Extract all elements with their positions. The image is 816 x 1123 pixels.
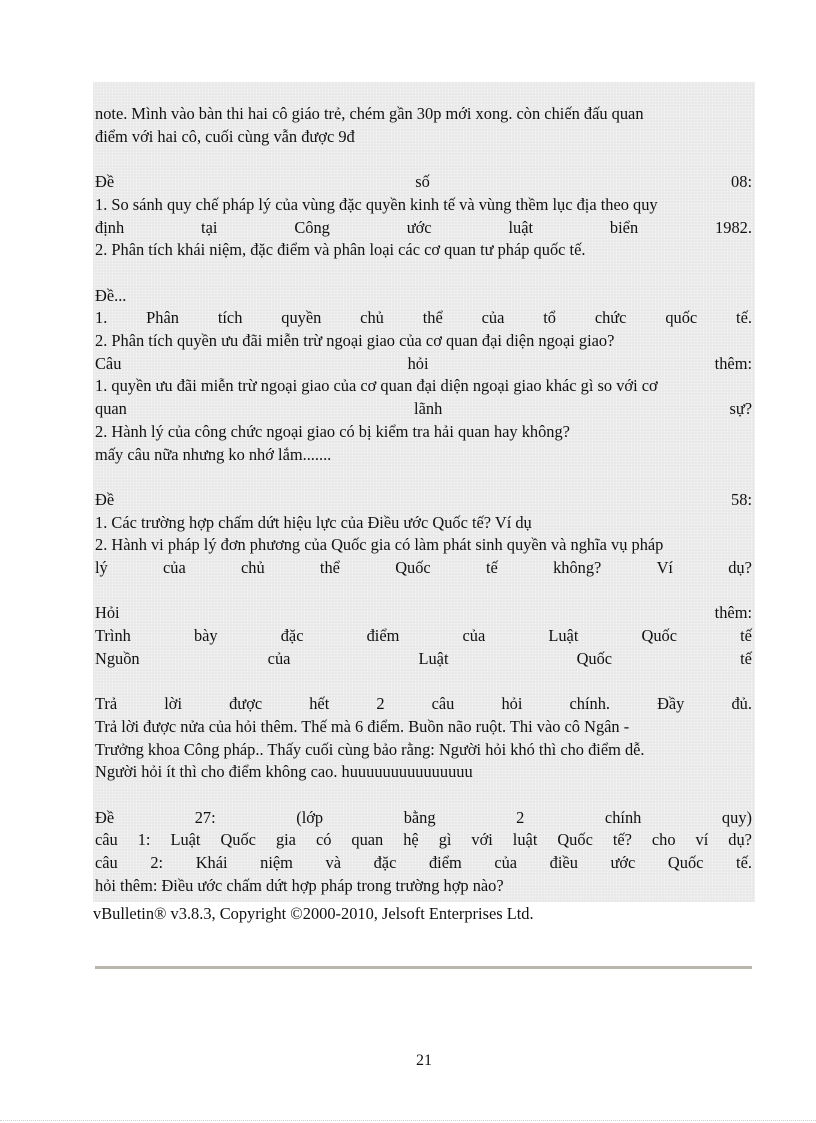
text-line: Người hỏi ít thì cho điểm không cao. huuuuuuuuuuuuuuu [95,762,473,782]
text-line: Trưởng khoa Công pháp.. Thấy cuối cùng bảo rằng: Người hỏi khó thì cho điểm dễ. [95,739,645,759]
question-line: hỏi thêm: Điều ước chấm dứt hợp pháp trong trường hợp nào? [95,875,504,895]
question-line: định tại Công ước luật biển 1982. [95,217,752,237]
text-line: Trả lời được nửa của hỏi thêm. Thế mà 6 điểm. Buồn não ruột. Thi vào cô Ngân - [95,716,630,736]
vbulletin-copyright: vBulletin® v3.8.3, Copyright ©2000-2010, Jelsoft Enterprises Ltd. [93,904,534,923]
extra-question-heading: Câu hỏi thêm: [95,353,752,373]
question-line: câu 2: Khái niệm và đặc điểm của điều ước Quốc tế. [95,853,752,873]
document-body [95,103,752,898]
text-line: Trả lời được hết 2 câu hỏi chính. Đầy đủ. [95,694,752,714]
question-line: 2. Phân tích khái niệm, đặc điểm và phân loại các cơ quan tư pháp quốc tế. [95,240,586,260]
question-line: câu 1: Luật Quốc gia có quan hệ gì với luật Quốc tế? cho ví dụ? [95,830,752,850]
text-line: điểm với hai cô, cuối cùng vẫn được 9đ [95,126,355,146]
question-line: 1. Phân tích quyền chủ thể của tổ chức quốc tế. [95,308,752,328]
question-line: 2. Hành lý của công chức ngoại giao có bị kiểm tra hải quan hay không? [95,421,570,441]
question-line: 1. quyền ưu đãi miễn trừ ngoại giao của cơ quan đại diện ngoại giao khác gì so với cơ [95,376,658,396]
horizontal-divider [95,966,752,969]
text-line: note. Mình vào bàn thi hai cô giáo trẻ, chém gần 30p mới xong. còn chiến đấu quan [95,104,644,123]
question-line: 1. So sánh quy chế pháp lý của vùng đặc quyền kinh tế và vùng thềm lục địa theo quy [95,194,658,214]
question-line: 2. Hành vi pháp lý đơn phương của Quốc gia có làm phát sinh quyền và nghĩa vụ pháp [95,535,664,555]
exam-heading-27: Đề 27: (lớp bằng 2 chính quy) [95,807,752,827]
question-line: 2. Phân tích quyền ưu đãi miễn trừ ngoại giao của cơ quan đại diện ngoại giao? [95,331,615,350]
page-number: 21 [416,1052,432,1069]
question-line: Nguồn của Luật Quốc tế [95,648,752,668]
question-line: quan lãnh sự? [95,399,752,419]
question-line: Trình bày đặc điểm của Luật Quốc tế [95,626,752,646]
question-line: lý của chủ thể Quốc tế không? Ví dụ? [95,558,752,578]
extra-question-heading: Hỏi thêm: [95,603,752,623]
exam-heading-08: Đề số 08: [95,172,752,192]
exam-heading-58: Đề 58: [95,489,752,509]
page-edge [0,1120,816,1121]
question-line: 1. Các trường hợp chấm dứt hiệu lực của Điều ước Quốc tế? Ví dụ [95,512,532,532]
text-line: mấy câu nữa nhưng ko nhớ lắm....... [95,444,332,464]
exam-heading-unknown: Đề... [95,285,127,305]
